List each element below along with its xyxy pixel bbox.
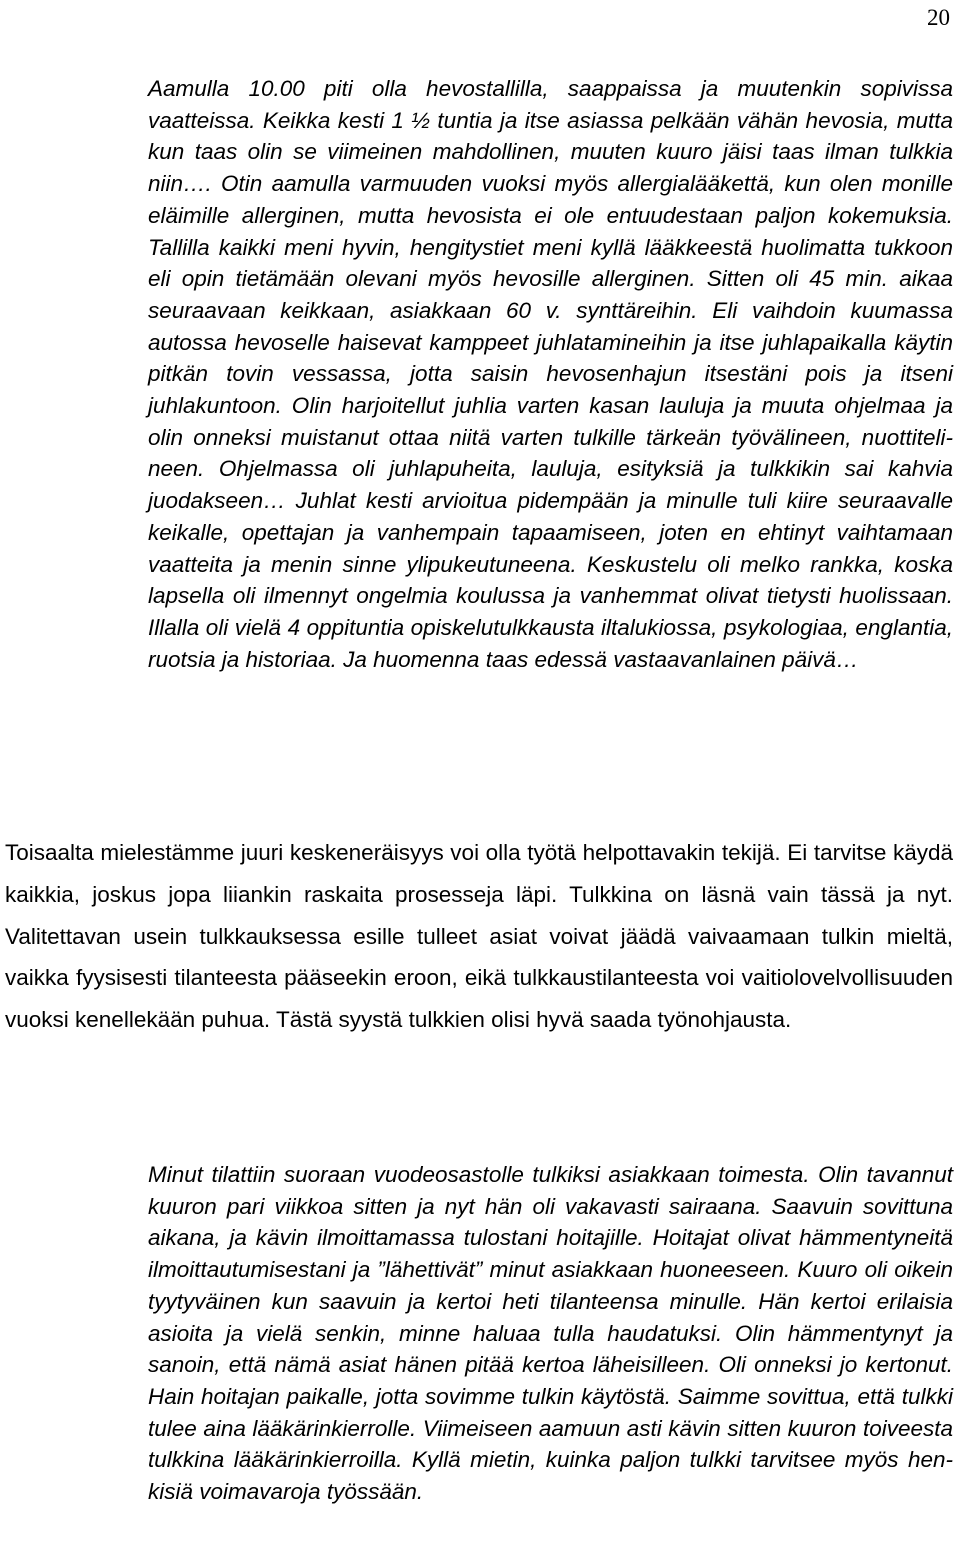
quote-hospital-ward: Minut tilattiin suoraan vuodeosastolle tulkiksi asiakkaan toimesta. Olin tavannut kuuron pari viikkoa sitten ja nyt hän oli vakavasti sairaana. Saavuin sovittuna aikana, ja kävin ilmoittamassa tulostani hoitajille. Hoitajat olivat hämmentyneitä ilmoittautumisestani ja ”lähettivät” minut asiakkaan huoneeseen. Kuuro oli oikein tyytyväinen kun saavuin ja kertoi heti tilanteensa minulle. Hän kertoi erilaisia asioita ja vielä senkin, minne haluaa tulla haudatuksi. Olin hämmentynyt ja sanoin, että nämä asiat hänen pitää kertoa läheisilleen. Oli onneksi jo kertonut. Hain hoitajan paikalle, jotta sovimme tulkin käytöstä. Saimme sovittua, että tulkki tulee aina lääkärinkierrolle. Viimeiseen aamuun asti kävin sitten kuuron toiveesta tulkkina lääkärinkierroilla. Kyllä mietin, kuinka paljon tulkki tarvitsee myös henkisiä voimavaroja työssään.: [148, 1162, 953, 1505]
body-paragraph: Toisaalta mielestämme juuri keskeneräisyys voi olla työtä helpottavakin tekijä. Ei tarvitse käydä kaikkia, joskus jopa liiankin raskaita prosesseja läpi. Tulkkina on läsnä vain tässä ja nyt. Valitettavan usein tulkkauksessa esille tulleet asiat voivat jäädä vaivaamaan tulkin mieltä, vaikka fyysisesti tilanteesta pääseekin eroon, eikä tulkkaustilanteesta voi vaitiolovelvollisuuden vuoksi kenellekään puhua. Tästä syystä tulkkien olisi hyvä saada työnohjausta.: [5, 840, 953, 1033]
quote-interpreter-workday: Aamulla 10.00 piti olla hevostallilla, saappaissa ja muutenkin sopivissa vaatteissa. Keikka kesti 1 ½ tuntia ja itse asiassa pelkään vähän hevosia, mutta kun taas olin se viimeinen mahdollinen, muuten kuuro jäisi taas ilman tulkkia niin…. Otin aamulla varmuuden vuoksi myös allergialääkettä, kun olen monille eläimille allerginen, mutta hevosista ei ole entuudestaan paljon kokemuksia. Tallilla kaikki meni hyvin, hengitystiet meni kyllä lääkkeestä huolimatta tukkoon eli opin tietämään olevani myös hevosille allerginen. Sitten oli 45 min. aikaa seuraavaan keikkaan, asiakkaan 60 v. synttäreihin. Eli vaihdoin kuumassa autossa hevoselle haisevat kamppeet juhlatamineihin ja itse juhlapaikalla käytin pitkän tovin vessassa, jotta saisin hevosenhajun itsestäni pois ja itseni juhlakuntoon. Olin harjoitellut juhlia varten kasan lauluja ja muuta ohjelmaa ja olin onneksi muistanut ottaa niitä varten tulkille tärkeän työvälineen, nuottitelineen. Ohjelmassa oli juhlapuheita, lauluja, esityksiä ja tulkkikin sai kahvia juodakseen… Juhlat kesti arvioitua pidempään ja minulle tuli kiire seuraavalle keikalle, opettajan ja vanhempain tapaamiseen, joten en ehtinyt vaihtamaan vaatteita ja menin sinne ylipukeutuneena. Keskustelu oli melko rankka, koska lapsella oli ilmennyt ongelmia koulussa ja vanhemmat olivat tietysti huolissaan. Illalla oli vielä 4 oppituntia opiskelutulkkausta iltalukiossa, psykologiaa, englantia, ruotsia ja historiaa. Ja huomenna taas edessä vastaavanlainen päivä…: [148, 76, 953, 672]
page-number: 20: [927, 5, 950, 30]
